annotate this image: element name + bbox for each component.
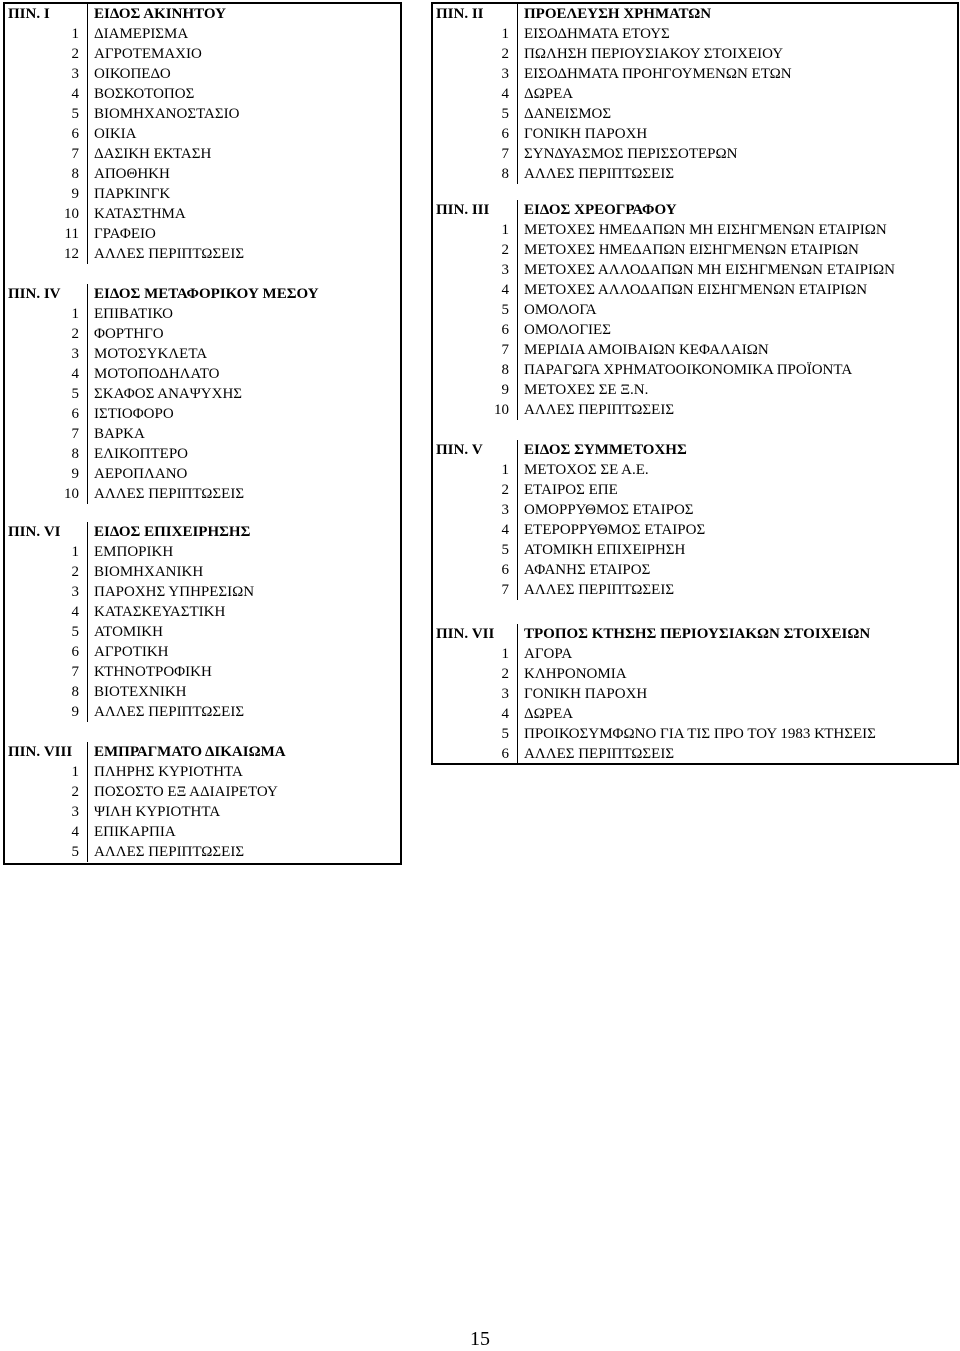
code-table-vi [5,522,400,722]
table-row [5,424,400,444]
table-row [433,300,957,320]
table-row [433,380,957,400]
row-label: ΚΛΗΡΟΝΟΜΙΑ [517,664,957,684]
code-table-iii [433,200,957,420]
row-number: 6 [71,644,79,660]
table-row [5,762,400,782]
row-number: 2 [501,482,509,498]
row-number: 5 [71,106,79,122]
row-number: 10 [494,402,509,418]
row-label: ΜΟΤΟΣΥΚΛΕΤΑ [87,344,400,364]
row-number: 8 [71,446,79,462]
row-number: 5 [501,106,509,122]
table-row [5,164,400,184]
table-row [433,644,957,664]
row-label: ΜΕΤΟΧΕΣ ΑΛΛΟΔΑΠΩΝ ΕΙΣΗΓΜΕΝΩΝ ΕΤΑΙΡΙΩΝ [517,280,957,300]
table-row [5,782,400,802]
row-number: 2 [71,564,79,580]
row-number: 4 [501,522,509,538]
row-number: 1 [71,544,79,560]
table-row [5,582,400,602]
row-label: ΓΡΑΦΕΙΟ [87,224,400,244]
table-row [433,460,957,480]
row-label: ΠΑΡΚΙΝΓΚ [87,184,400,204]
table-row [433,320,957,340]
row-number: 1 [71,306,79,322]
row-number: 6 [501,746,509,762]
table-row [433,400,957,420]
row-label: ΑΛΛΕΣ ΠΕΡΙΠΤΩΣΕΙΣ [87,842,400,862]
table-row [433,360,957,380]
table-row [433,500,957,520]
row-number: 10 [64,486,79,502]
row-label: ΑΛΛΕΣ ΠΕΡΙΠΤΩΣΕΙΣ [87,484,400,504]
code-table-i [5,4,400,264]
row-label: ΕΤΑΙΡΟΣ ΕΠΕ [517,480,957,500]
row-number: 8 [71,166,79,182]
table-title: ΠΡΟΕΛΕΥΣΗ ΧΡΗΜΑΤΩΝ [517,4,957,24]
row-number: 5 [71,844,79,860]
table-row [5,702,400,722]
code-table-viii [5,742,400,862]
row-number: 6 [71,126,79,142]
row-label: ΠΑΡΟΧΗΣ ΥΠΗΡΕΣΙΩΝ [87,582,400,602]
row-number: 6 [501,126,509,142]
table-row [433,684,957,704]
table-row [433,664,957,684]
table-title: ΕΙΔΟΣ ΕΠΙΧΕΙΡΗΣΗΣ [87,522,400,542]
code-table-vii [433,624,957,764]
row-number: 3 [71,584,79,600]
table-code: ΠΙΝ. V [436,442,483,458]
row-label: ΕΛΙΚΟΠΤΕΡΟ [87,444,400,464]
table-row [5,842,400,862]
row-number: 4 [501,282,509,298]
table-code: ΠΙΝ. I [8,6,50,22]
row-number: 4 [71,86,79,102]
row-label: ΜΕΤΟΧΕΣ ΗΜΕΔΑΠΩΝ ΕΙΣΗΓΜΕΝΩΝ ΕΤΑΙΡΙΩΝ [517,240,957,260]
table-row [5,562,400,582]
table-row [5,542,400,562]
table-row [5,682,400,702]
table-row [433,240,957,260]
row-label: ΒΙΟΤΕΧΝΙΚΗ [87,682,400,702]
row-number: 6 [71,406,79,422]
row-number: 12 [64,246,79,262]
row-number: 1 [71,26,79,42]
table-header [433,440,957,460]
row-label: ΔΙΑΜΕΡΙΣΜΑ [87,24,400,44]
table-row [5,44,400,64]
row-label: ΑΛΛΕΣ ΠΕΡΙΠΤΩΣΕΙΣ [517,400,957,420]
row-label: ΓΟΝΙΚΗ ΠΑΡΟΧΗ [517,684,957,704]
table-header [5,742,400,762]
row-label: ΠΟΣΟΣΤΟ ΕΞ ΑΔΙΑΙΡΕΤΟΥ [87,782,400,802]
row-number: 7 [501,342,509,358]
table-title: ΕΙΔΟΣ ΣΥΜΜΕΤΟΧΗΣ [517,440,957,460]
row-label: ΜΕΤΟΧΕΣ ΣΕ Ξ.Ν. [517,380,957,400]
row-number: 3 [501,686,509,702]
row-number: 2 [501,46,509,62]
row-number: 9 [71,704,79,720]
table-row [433,124,957,144]
table-row [433,560,957,580]
table-header [5,284,400,304]
row-number: 3 [501,66,509,82]
row-number: 8 [501,362,509,378]
row-label: ΑΛΛΕΣ ΠΕΡΙΠΤΩΣΕΙΣ [87,244,400,264]
row-number: 6 [501,322,509,338]
table-row [5,662,400,682]
table-row [433,164,957,184]
table-row [433,540,957,560]
table-row [5,822,400,842]
table-code: ΠΙΝ. VI [8,524,61,540]
table-row [5,244,400,264]
row-number: 7 [501,582,509,598]
table-row [5,484,400,504]
table-row [5,622,400,642]
row-number: 3 [71,804,79,820]
row-number: 4 [501,706,509,722]
row-label: ΣΚΑΦΟΣ ΑΝΑΨΥΧΗΣ [87,384,400,404]
row-number: 4 [71,824,79,840]
table-row [5,64,400,84]
table-row [433,44,957,64]
table-row [433,84,957,104]
row-label: ΑΓΡΟΤΕΜΑΧΙΟ [87,44,400,64]
table-row [5,184,400,204]
row-number: 10 [64,206,79,222]
table-header [5,4,400,24]
row-label: ΙΣΤΙΟΦΟΡΟ [87,404,400,424]
row-label: ΟΙΚΙΑ [87,124,400,144]
table-row [5,802,400,822]
row-label: ΜΕΤΟΧΕΣ ΑΛΛΟΔΑΠΩΝ ΜΗ ΕΙΣΗΓΜΕΝΩΝ ΕΤΑΙΡΙΩΝ [517,260,957,280]
table-row [5,304,400,324]
row-label: ΟΜΟΛΟΓΙΕΣ [517,320,957,340]
table-row [5,384,400,404]
row-label: ΣΥΝΔΥΑΣΜΟΣ ΠΕΡΙΣΣΟΤΕΡΩΝ [517,144,957,164]
table-row [5,642,400,662]
row-number: 3 [501,502,509,518]
row-label: ΕΠΙΚΑΡΠΙΑ [87,822,400,842]
row-label: ΦΟΡΤΗΓΟ [87,324,400,344]
row-number: 2 [501,666,509,682]
row-number: 1 [501,26,509,42]
row-number: 7 [71,426,79,442]
table-row [433,704,957,724]
code-table-v [433,440,957,600]
table-row [5,24,400,44]
row-label: ΑΤΟΜΙΚΗ ΕΠΙΧΕΙΡΗΣΗ [517,540,957,560]
table-row [433,480,957,500]
table-row [5,404,400,424]
table-code: ΠΙΝ. II [436,6,484,22]
table-row [433,104,957,124]
table-row [433,24,957,44]
row-number: 9 [71,466,79,482]
table-row [5,344,400,364]
table-title: ΤΡΟΠΟΣ ΚΤΗΣΗΣ ΠΕΡΙΟΥΣΙΑΚΩΝ ΣΤΟΙΧΕΙΩΝ [517,624,957,644]
row-label: ΑΤΟΜΙΚΗ [87,622,400,642]
row-label: ΔΩΡΕΑ [517,704,957,724]
row-number: 7 [71,146,79,162]
table-row [433,220,957,240]
table-header [433,624,957,644]
table-header [5,522,400,542]
row-label: ΠΑΡΑΓΩΓΑ ΧΡΗΜΑΤΟΟΙΚΟΝΟΜΙΚΑ ΠΡΟΪΟΝΤΑ [517,360,957,380]
table-row [433,520,957,540]
table-title: ΕΜΠΡΑΓΜΑΤΟ ΔΙΚΑΙΩΜΑ [87,742,400,762]
row-label: ΜΟΤΟΠΟΔΗΛΑΤΟ [87,364,400,384]
row-label: ΚΑΤΑΣΚΕΥΑΣΤΙΚΗ [87,602,400,622]
row-label: ΒΟΣΚΟΤΟΠΟΣ [87,84,400,104]
table-code: ΠΙΝ. IV [8,286,61,302]
row-number: 5 [71,386,79,402]
row-label: ΠΛΗΡΗΣ ΚΥΡΙΟΤΗΤΑ [87,762,400,782]
table-row [433,280,957,300]
row-number: 9 [71,186,79,202]
row-label: ΑΓΟΡΑ [517,644,957,664]
row-label: ΑΓΡΟΤΙΚΗ [87,642,400,662]
table-row [5,602,400,622]
row-label: ΒΙΟΜΗΧΑΝΟΣΤΑΣΙΟ [87,104,400,124]
row-number: 8 [501,166,509,182]
table-code: ΠΙΝ. III [436,202,490,218]
row-number: 1 [501,646,509,662]
row-number: 4 [71,604,79,620]
row-label: ΑΕΡΟΠΛΑΝΟ [87,464,400,484]
row-number: 8 [71,684,79,700]
row-label: ΓΟΝΙΚΗ ΠΑΡΟΧΗ [517,124,957,144]
table-row [433,64,957,84]
row-label: ΔΩΡΕΑ [517,84,957,104]
row-label: ΠΡΟΙΚΟΣΥΜΦΩΝΟ ΓΙΑ ΤΙΣ ΠΡΟ ΤΟΥ 1983 ΚΤΗΣΕΙΣ [517,724,957,744]
table-row [5,104,400,124]
row-label: ΜΕΡΙΔΙΑ ΑΜΟΙΒΑΙΩΝ ΚΕΦΑΛΑΙΩΝ [517,340,957,360]
right-code-tables [431,2,959,765]
table-code: ΠΙΝ. VIII [8,744,73,760]
row-label: ΚΤΗΝΟΤΡΟΦΙΚΗ [87,662,400,682]
row-number: 3 [71,66,79,82]
row-number: 5 [71,624,79,640]
row-number: 2 [501,242,509,258]
table-row [5,224,400,244]
table-row [5,324,400,344]
row-label: ΑΠΟΘΗΚΗ [87,164,400,184]
row-number: 4 [71,366,79,382]
row-label: ΨΙΛΗ ΚΥΡΙΟΤΗΤΑ [87,802,400,822]
table-row [5,364,400,384]
row-label: ΕΜΠΟΡΙΚΗ [87,542,400,562]
row-label: ΜΕΤΟΧΟΣ ΣΕ Α.Ε. [517,460,957,480]
row-number: 1 [71,764,79,780]
row-label: ΕΤΕΡΟΡΡΥΘΜΟΣ ΕΤΑΙΡΟΣ [517,520,957,540]
table-row [5,464,400,484]
code-table-iv [5,284,400,504]
row-label: ΟΜΟΛΟΓΑ [517,300,957,320]
row-number: 7 [71,664,79,680]
row-label: ΕΙΣΟΔΗΜΑΤΑ ΠΡΟΗΓΟΥΜΕΝΩΝ ΕΤΩΝ [517,64,957,84]
table-row [433,724,957,744]
row-label: ΑΦΑΝΗΣ ΕΤΑΙΡΟΣ [517,560,957,580]
row-label: ΠΩΛΗΣΗ ΠΕΡΙΟΥΣΙΑΚΟΥ ΣΤΟΙΧΕΙΟΥ [517,44,957,64]
table-row [5,144,400,164]
table-row [5,84,400,104]
table-row [433,744,957,764]
row-number: 5 [501,726,509,742]
row-number: 3 [71,346,79,362]
row-label: ΟΙΚΟΠΕΔΟ [87,64,400,84]
row-number: 1 [501,222,509,238]
row-number: 6 [501,562,509,578]
row-label: ΒΑΡΚΑ [87,424,400,444]
row-label: ΑΛΛΕΣ ΠΕΡΙΠΤΩΣΕΙΣ [517,744,957,764]
row-label: ΑΛΛΕΣ ΠΕΡΙΠΤΩΣΕΙΣ [87,702,400,722]
table-row [5,204,400,224]
row-number: 2 [71,46,79,62]
row-number: 1 [501,462,509,478]
row-number: 7 [501,146,509,162]
table-row [433,580,957,600]
row-label: ΕΠΙΒΑΤΙΚΟ [87,304,400,324]
table-row [5,444,400,464]
row-number: 4 [501,86,509,102]
page-number: 15 [470,1328,490,1350]
table-header [433,200,957,220]
row-label: ΒΙΟΜΗΧΑΝΙΚΗ [87,562,400,582]
table-row [5,124,400,144]
row-number: 5 [501,302,509,318]
row-label: ΑΛΛΕΣ ΠΕΡΙΠΤΩΣΕΙΣ [517,164,957,184]
table-header [433,4,957,24]
row-number: 2 [71,784,79,800]
row-label: ΔΑΣΙΚΗ ΕΚΤΑΣΗ [87,144,400,164]
row-label: ΕΙΣΟΔΗΜΑΤΑ ΕΤΟΥΣ [517,24,957,44]
table-title: ΕΙΔΟΣ ΑΚΙΝΗΤΟΥ [87,4,400,24]
table-row [433,340,957,360]
table-code: ΠΙΝ. VII [436,626,495,642]
table-title: ΕΙΔΟΣ ΜΕΤΑΦΟΡΙΚΟΥ ΜΕΣΟΥ [87,284,400,304]
row-label: ΑΛΛΕΣ ΠΕΡΙΠΤΩΣΕΙΣ [517,580,957,600]
row-label: ΚΑΤΑΣΤΗΜΑ [87,204,400,224]
row-number: 2 [71,326,79,342]
row-number: 5 [501,542,509,558]
row-number: 9 [501,382,509,398]
row-number: 3 [501,262,509,278]
row-label: ΔΑΝΕΙΣΜΟΣ [517,104,957,124]
table-row [433,260,957,280]
row-number: 11 [64,226,79,242]
code-table-ii [433,4,957,184]
table-row [433,144,957,164]
table-title: ΕΙΔΟΣ ΧΡΕΟΓΡΑΦΟΥ [517,200,957,220]
row-label: ΜΕΤΟΧΕΣ ΗΜΕΔΑΠΩΝ ΜΗ ΕΙΣΗΓΜΕΝΩΝ ΕΤΑΙΡΙΩΝ [517,220,957,240]
row-label: ΟΜΟΡΡΥΘΜΟΣ ΕΤΑΙΡΟΣ [517,500,957,520]
left-code-tables [3,2,402,865]
